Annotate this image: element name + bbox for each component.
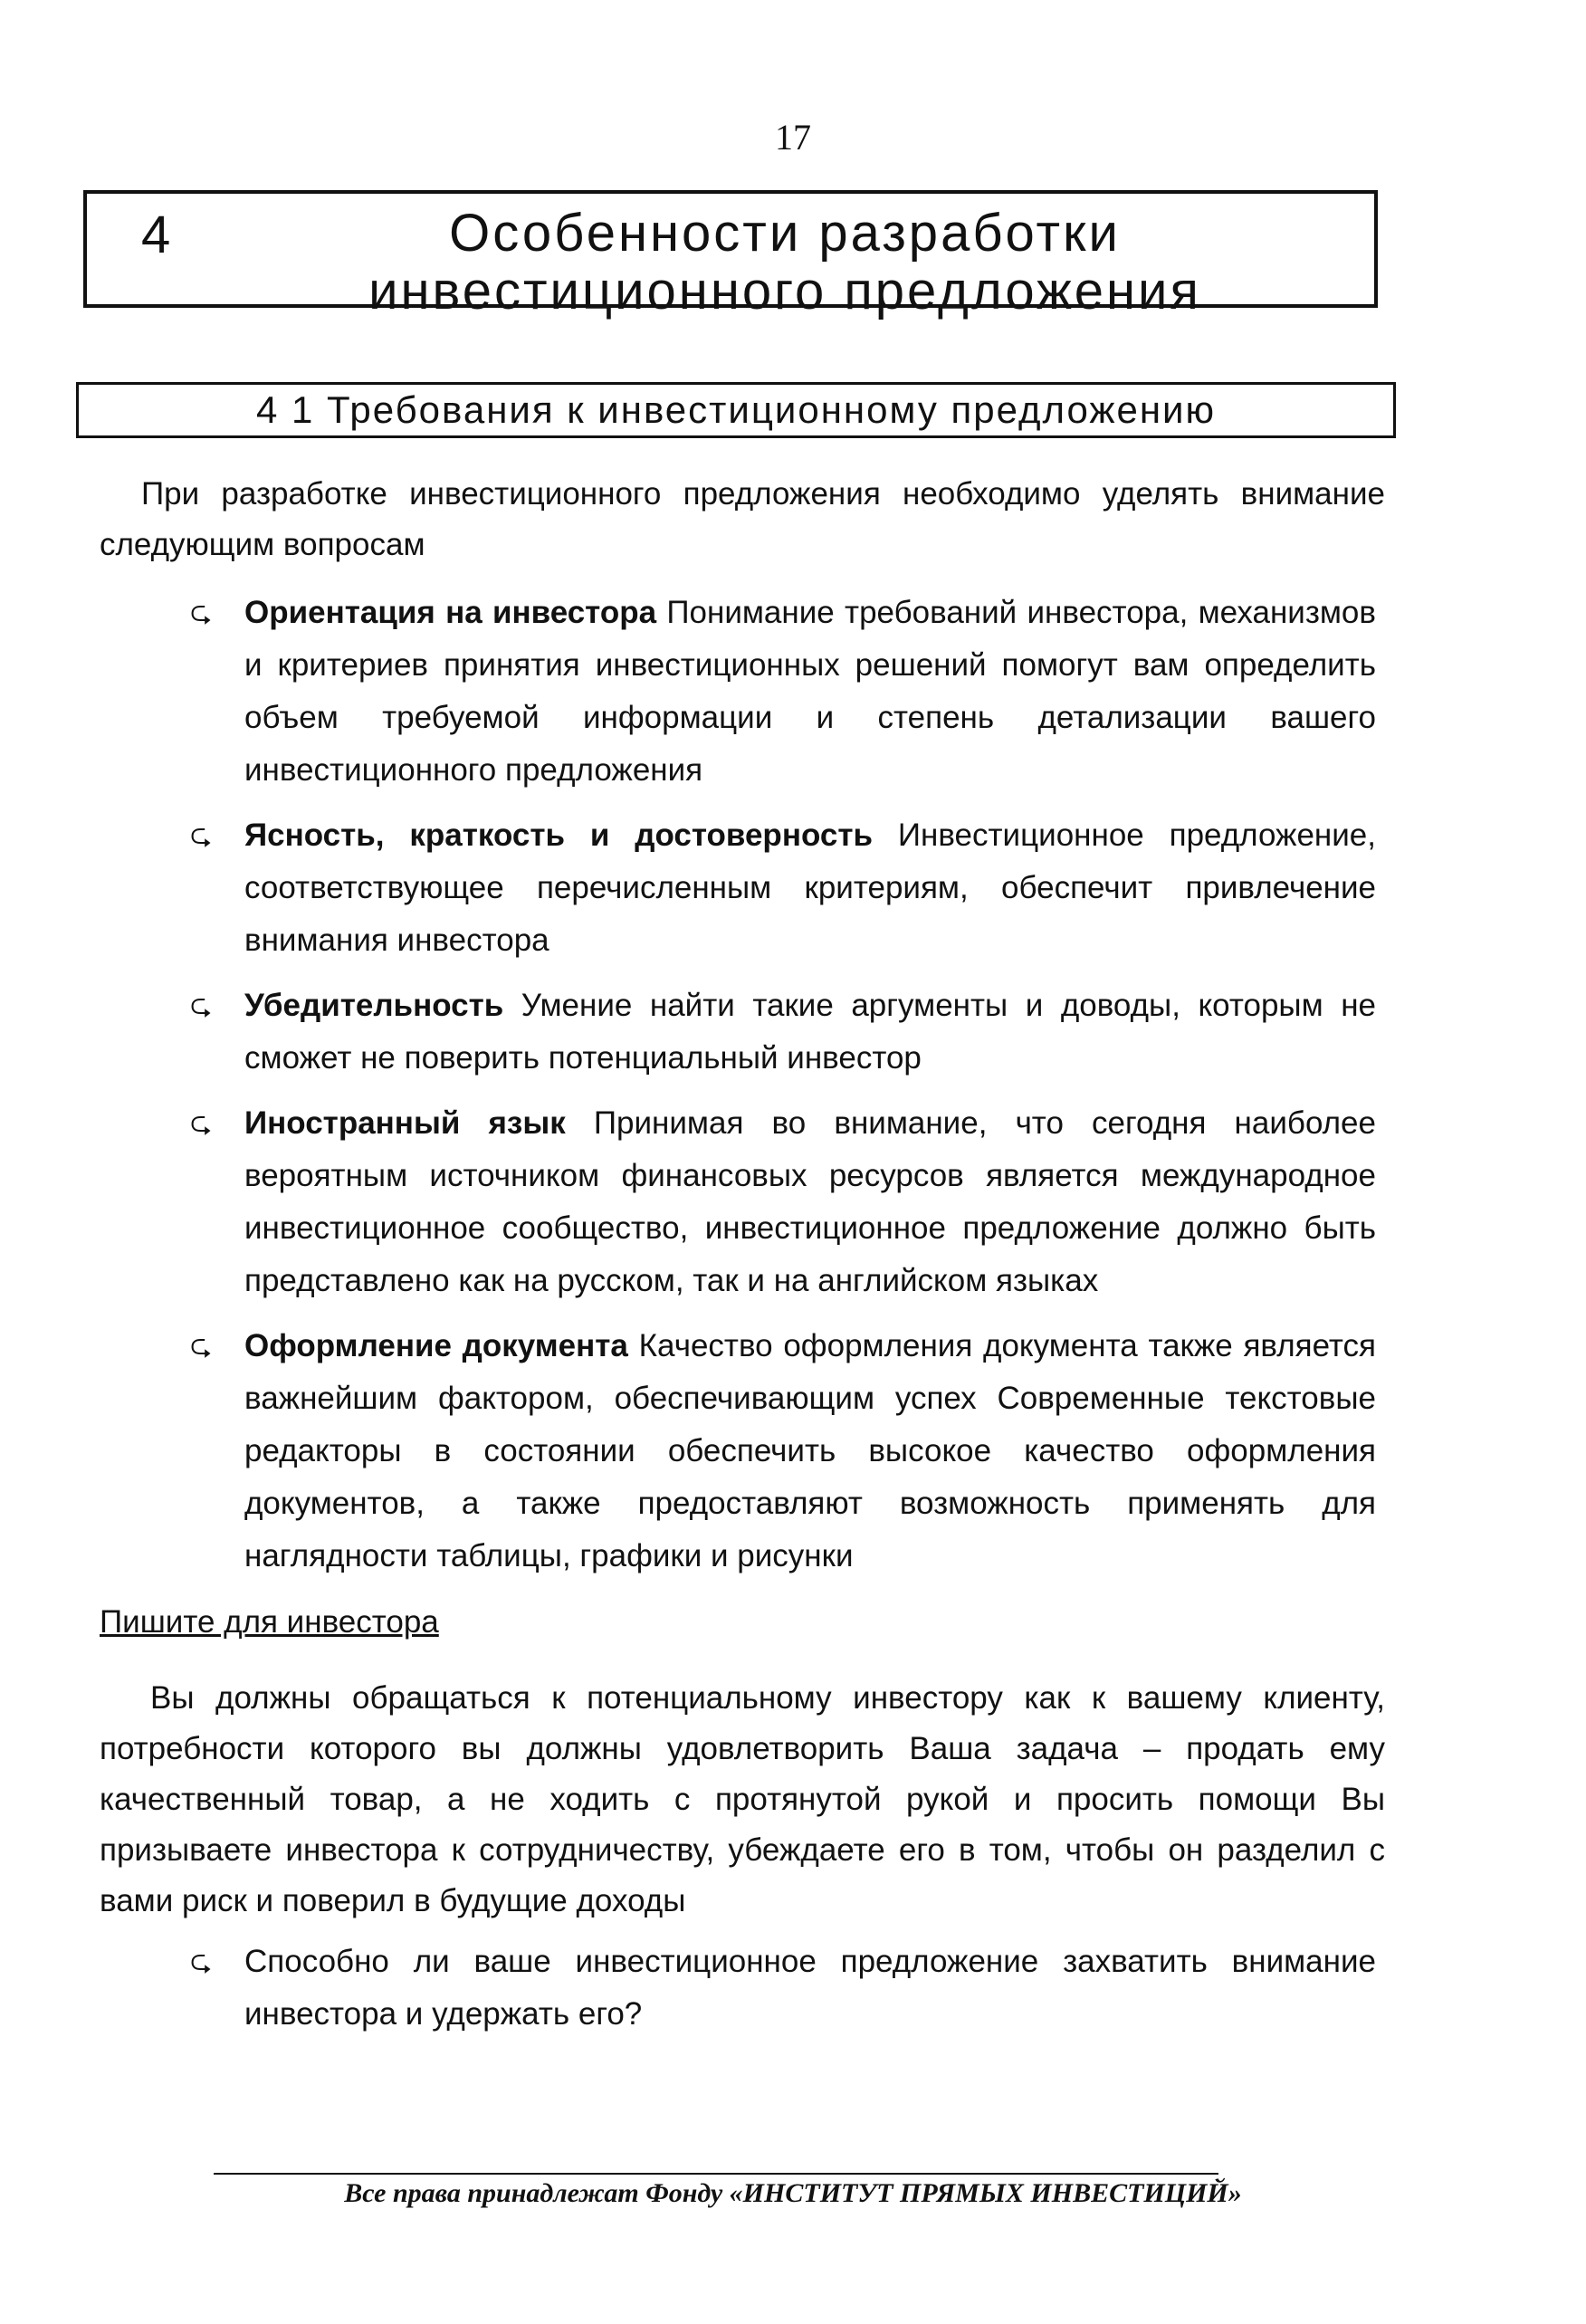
arrow-bullet-icon: ⮎ [190, 598, 213, 627]
bullet-text: Способно ли ваше инвестиционное предложение захватить внимание инвестора и удержать его? [244, 1944, 1376, 2032]
bullet-title: Убедительность [244, 988, 504, 1023]
arrow-bullet-icon: ⮎ [190, 990, 213, 1020]
arrow-bullet-icon: ⮎ [190, 1946, 213, 1976]
bullet-title: Оформление документа [244, 1328, 628, 1363]
subheading: Пишите для инвестора [100, 1604, 439, 1640]
arrow-bullet-icon: ⮎ [190, 1108, 213, 1138]
list-item [190, 1320, 1376, 1583]
page-number: 17 [775, 117, 811, 158]
question-list [190, 1936, 1376, 2053]
list-item [190, 1936, 1376, 2041]
chapter-heading-box [83, 190, 1378, 320]
bullet-title: Ориентация на инвестора [244, 595, 657, 630]
bullet-text: Инвестиционное предложение, соответствующее перечисленным критериям, обеспечит привлечение внимания инвестора [244, 818, 1376, 958]
footer-divider [214, 2173, 1218, 2175]
intro-paragraph: При разработке инвестиционного предложения необходимо уделять внимание следующим вопросам [100, 476, 1385, 562]
chapter-title: Особенности разработки инвестиционного предложения [368, 204, 1201, 320]
chapter-number: 4 [141, 206, 173, 264]
bullet-title: Иностранный язык [244, 1105, 566, 1141]
section-heading: 4 1 Требования к инвестиционному предложению [255, 388, 1217, 431]
body-paragraph: Вы должны обращаться к потенциальному инвестору как к вашему клиенту, потребности которого вы должны удовлетворить Ваша задача – продать ему качественный товар, а не ходить с протянутой рукой и просить помощи Вы призываете инвестора к сотрудничеству, убеждаете его в том, чтобы он разделил с вами риск и поверил в будущие доходы [100, 1680, 1385, 1918]
section-heading-box [76, 382, 1396, 438]
list-item [190, 1097, 1376, 1307]
arrow-bullet-icon: ⮎ [190, 1331, 213, 1361]
criteria-list [190, 587, 1376, 1595]
bullet-text: Умение найти такие аргументы и доводы, которым не сможет не поверить потенциальный инвестор [244, 988, 1376, 1076]
list-item [190, 809, 1376, 967]
list-item [190, 587, 1376, 797]
bullet-text: Понимание требований инвестора, механизмов и критериев принятия инвестиционных решений помогут вам определить объем требуемой информации и степень детализации вашего инвестиционного предложения [244, 595, 1376, 788]
bullet-text: Принимая во внимание, что сегодня наиболее вероятным источником финансовых ресурсов является международное инвестиционное сообщество, инвестиционное предложение должно быть представлено как на русском, так и на английском языках [244, 1105, 1376, 1298]
footer-copyright: Все права принадлежат Фонду «ИНСТИТУТ ПРЯМЫХ ИНВЕСТИЦИЙ» [344, 2178, 1242, 2208]
arrow-bullet-icon: ⮎ [190, 820, 213, 850]
bullet-text: Качество оформления документа также является важнейшим фактором, обеспечивающим успех Современные текстовые редакторы в состоянии обеспечить высокое качество оформления документов, а также предоставляют возможность применять для наглядности таблицы, графики и рисунки [244, 1328, 1376, 1573]
bullet-title: Ясность, краткость и достоверность [244, 818, 873, 853]
list-item [190, 980, 1376, 1085]
